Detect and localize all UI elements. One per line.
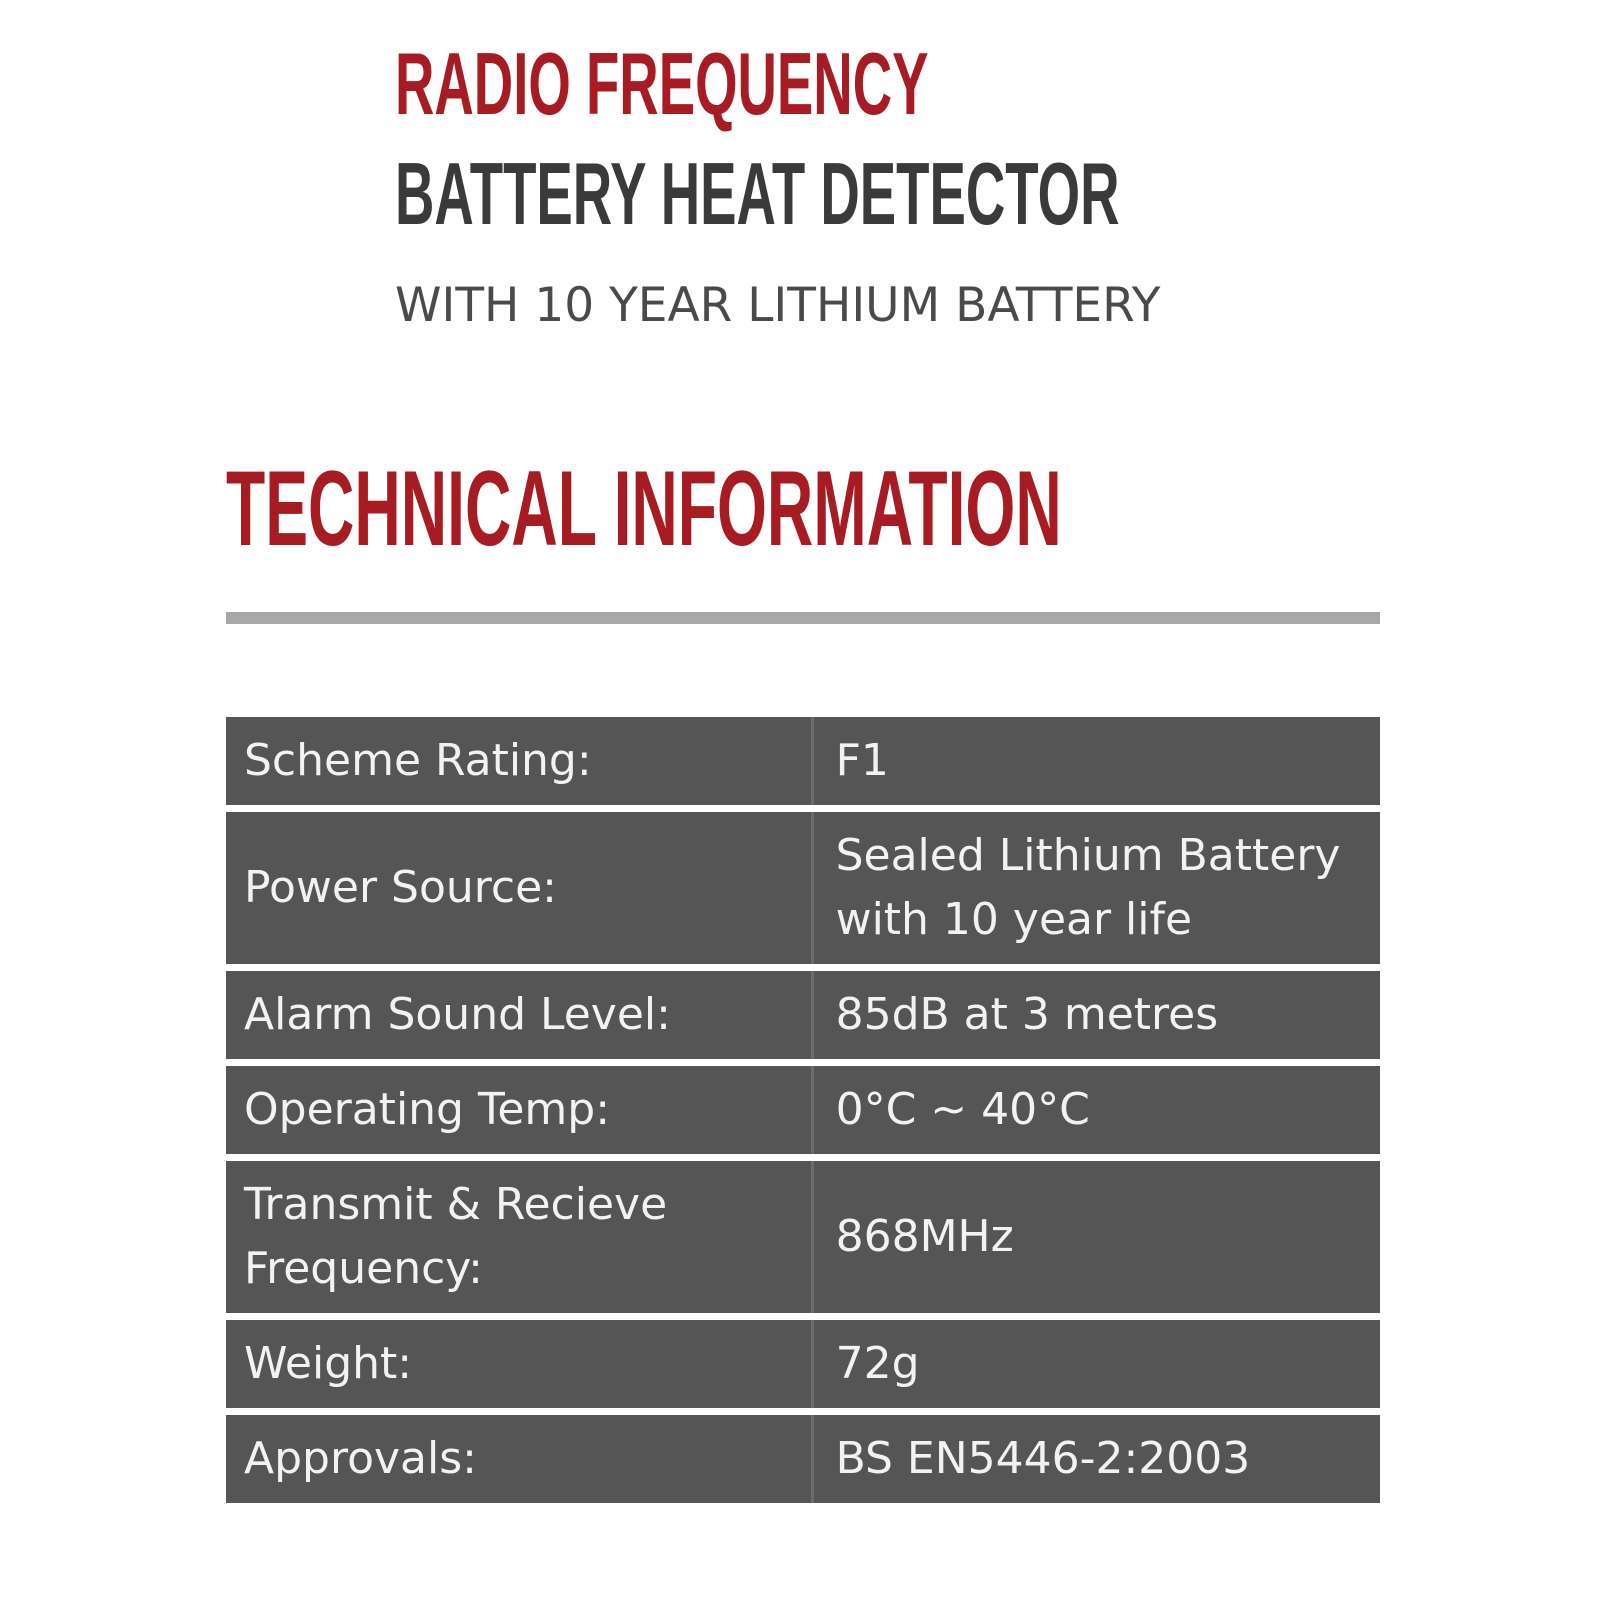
section-divider [226, 612, 1380, 624]
spec-value: BS EN5446-2:2003 [812, 1412, 1380, 1504]
title-line-radio-frequency: RADIO FREQUENCY [395, 34, 929, 133]
spec-label: Scheme Rating: [226, 717, 812, 809]
technical-spec-table [226, 717, 1380, 1503]
spec-label: Operating Temp: [226, 1063, 812, 1158]
table-row [226, 1412, 1380, 1504]
spec-label: Approvals: [226, 1412, 812, 1504]
table-row [226, 717, 1380, 809]
spec-value: 72g [812, 1317, 1380, 1412]
spec-value: F1 [812, 717, 1380, 809]
spec-label: Power Source: [226, 809, 812, 968]
table-row [226, 968, 1380, 1063]
table-row [226, 1158, 1380, 1317]
spec-value: 85dB at 3 metres [812, 968, 1380, 1063]
title-line-product-name: BATTERY HEAT DETECTOR [395, 144, 1120, 243]
subtitle: WITH 10 YEAR LITHIUM BATTERY [395, 278, 1161, 333]
spec-label: Weight: [226, 1317, 812, 1412]
spec-label: Alarm Sound Level: [226, 968, 812, 1063]
spec-value: 868MHz [812, 1158, 1380, 1317]
table-row [226, 809, 1380, 968]
spec-label: Transmit & Recieve Frequency: [226, 1158, 812, 1317]
table-row [226, 1317, 1380, 1412]
table-row [226, 1063, 1380, 1158]
section-heading-technical-information: TECHNICAL INFORMATION [226, 448, 1062, 568]
spec-value: Sealed Lithium Battery with 10 year life [812, 809, 1380, 968]
spec-value: 0°C ~ 40°C [812, 1063, 1380, 1158]
